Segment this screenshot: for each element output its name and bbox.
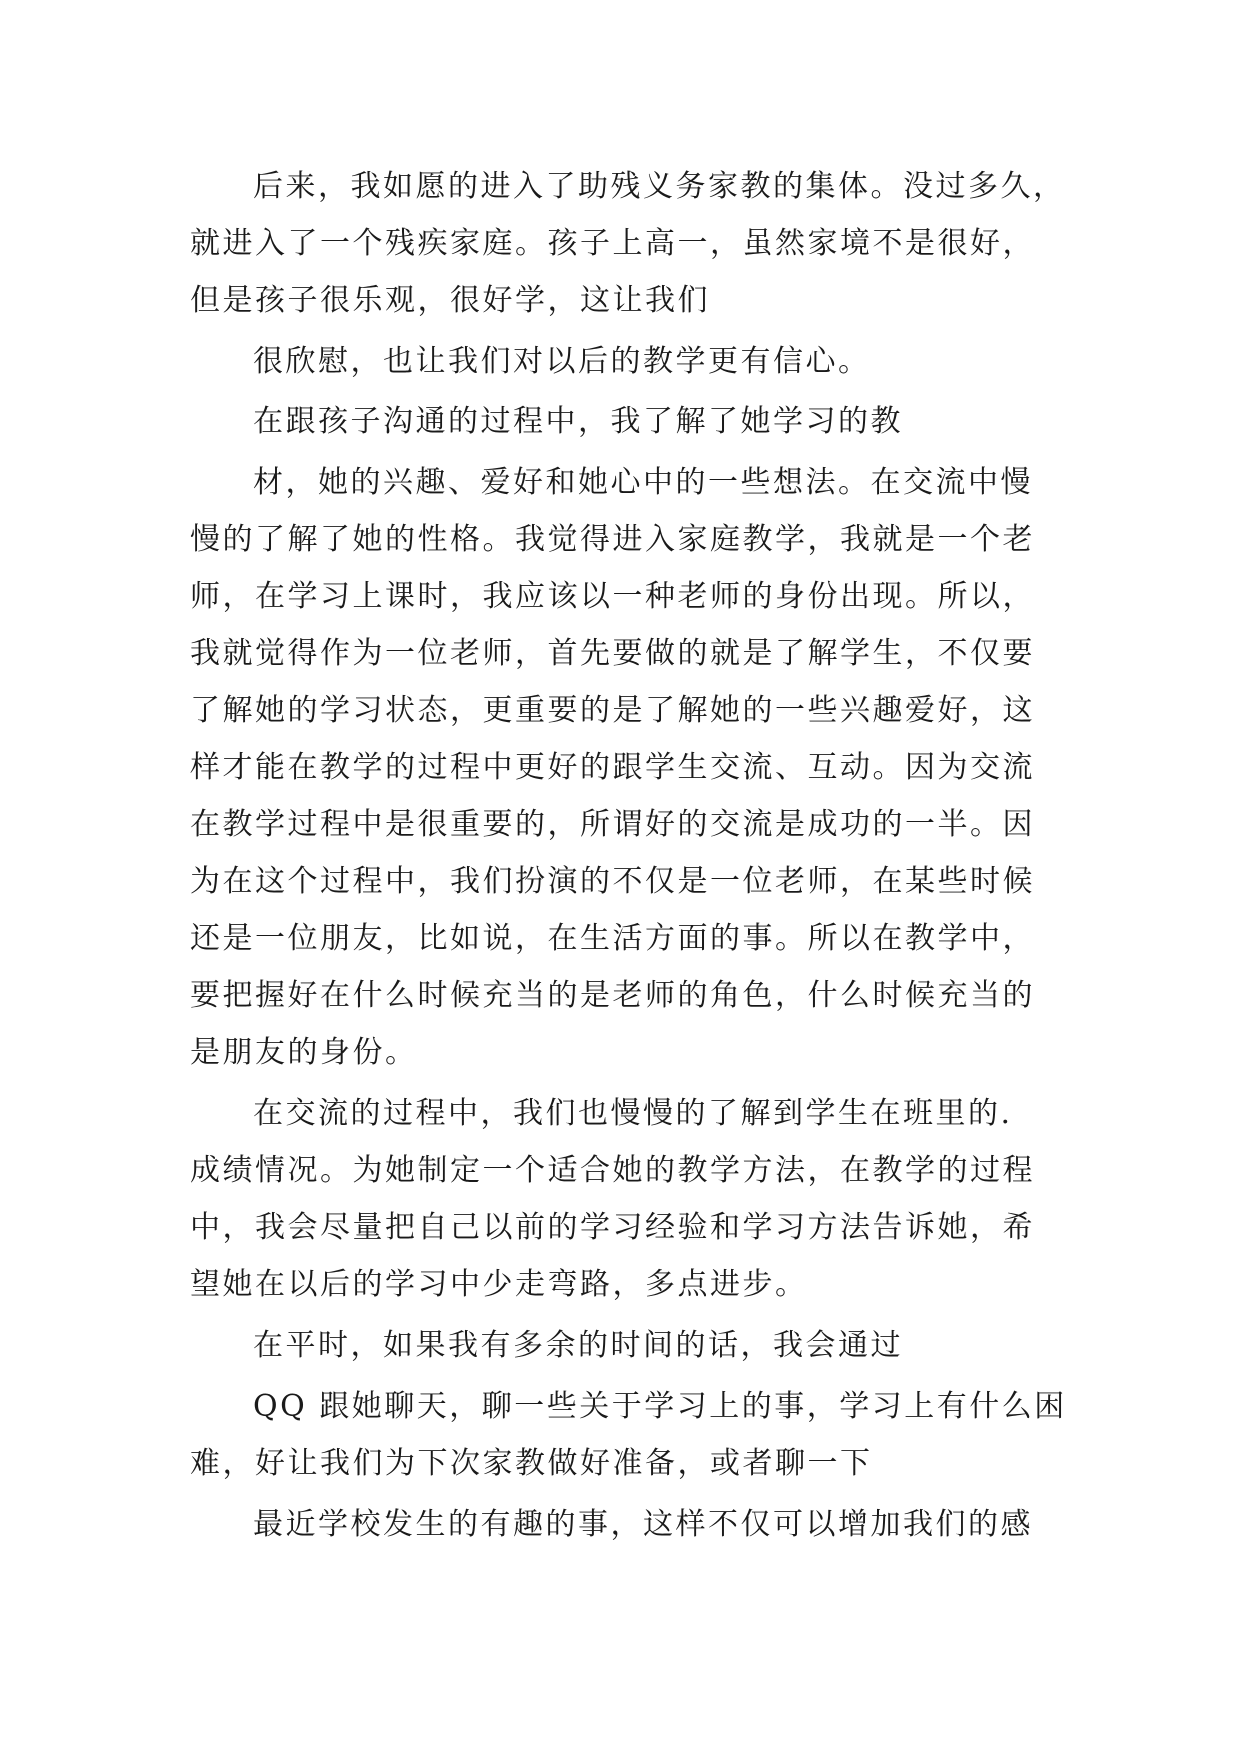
paragraph-line: 在交流的过程中，我们也慢慢的了解到学生在班里的. (253, 1096, 1013, 1131)
paragraph-line: 成绩情况。为她制定一个适合她的教学方法，在教学的过程 (190, 1153, 1035, 1188)
paragraph-line: QQ 跟她聊天，聊一些关于学习上的事，学习上有什么困 (253, 1389, 1067, 1424)
paragraph-line: 为在这个过程中，我们扮演的不仅是一位老师，在某些时候 (190, 864, 1035, 899)
paragraph-line: 就进入了一个残疾家庭。孩子上高一，虽然家境不是很好， (190, 226, 1035, 261)
paragraph-line: 是朋友的身份。 (190, 1035, 418, 1070)
paragraph-line: 望她在以后的学习中少走弯路，多点进步。 (190, 1267, 808, 1302)
paragraph-line: 师，在学习上课时，我应该以一种老师的身份出现。所以， (190, 579, 1035, 614)
paragraph-line: 后来，我如愿的进入了助残义务家教的集体。没过多久， (253, 169, 1066, 204)
paragraph-line: 要把握好在什么时候充当的是老师的角色，什么时候充当的 (190, 978, 1035, 1013)
paragraph-line: 材，她的兴趣、爱好和她心中的一些想法。在交流中慢 (253, 465, 1033, 500)
paragraph-line: 我就觉得作为一位老师，首先要做的就是了解学生，不仅要 (190, 636, 1035, 671)
paragraph-line: 了解她的学习状态，更重要的是了解她的一些兴趣爱好，这 (190, 693, 1035, 728)
paragraph-line: 在教学过程中是很重要的，所谓好的交流是成功的一半。因 (190, 807, 1035, 842)
paragraph-line: 很欣慰，也让我们对以后的教学更有信心。 (253, 344, 871, 379)
paragraph-line: 样才能在教学的过程中更好的跟学生交流、互动。因为交流 (190, 750, 1035, 785)
paragraph-line: 难，好让我们为下次家教做好准备，或者聊一下 (190, 1446, 873, 1481)
paragraph-line: 最近学校发生的有趣的事，这样不仅可以增加我们的感 (253, 1507, 1033, 1542)
paragraph-line: 但是孩子很乐观，很好学，这让我们 (190, 283, 710, 318)
paragraph-line: 在跟孩子沟通的过程中，我了解了她学习的教 (253, 404, 903, 439)
paragraph-line: 还是一位朋友，比如说，在生活方面的事。所以在教学中， (190, 921, 1035, 956)
paragraph-line: 慢的了解了她的性格。我觉得进入家庭教学，我就是一个老 (190, 522, 1035, 557)
paragraph-line: 中，我会尽量把自己以前的学习经验和学习方法告诉她，希 (190, 1210, 1035, 1245)
paragraph-line: 在平时，如果我有多余的时间的话，我会通过 (253, 1328, 903, 1363)
